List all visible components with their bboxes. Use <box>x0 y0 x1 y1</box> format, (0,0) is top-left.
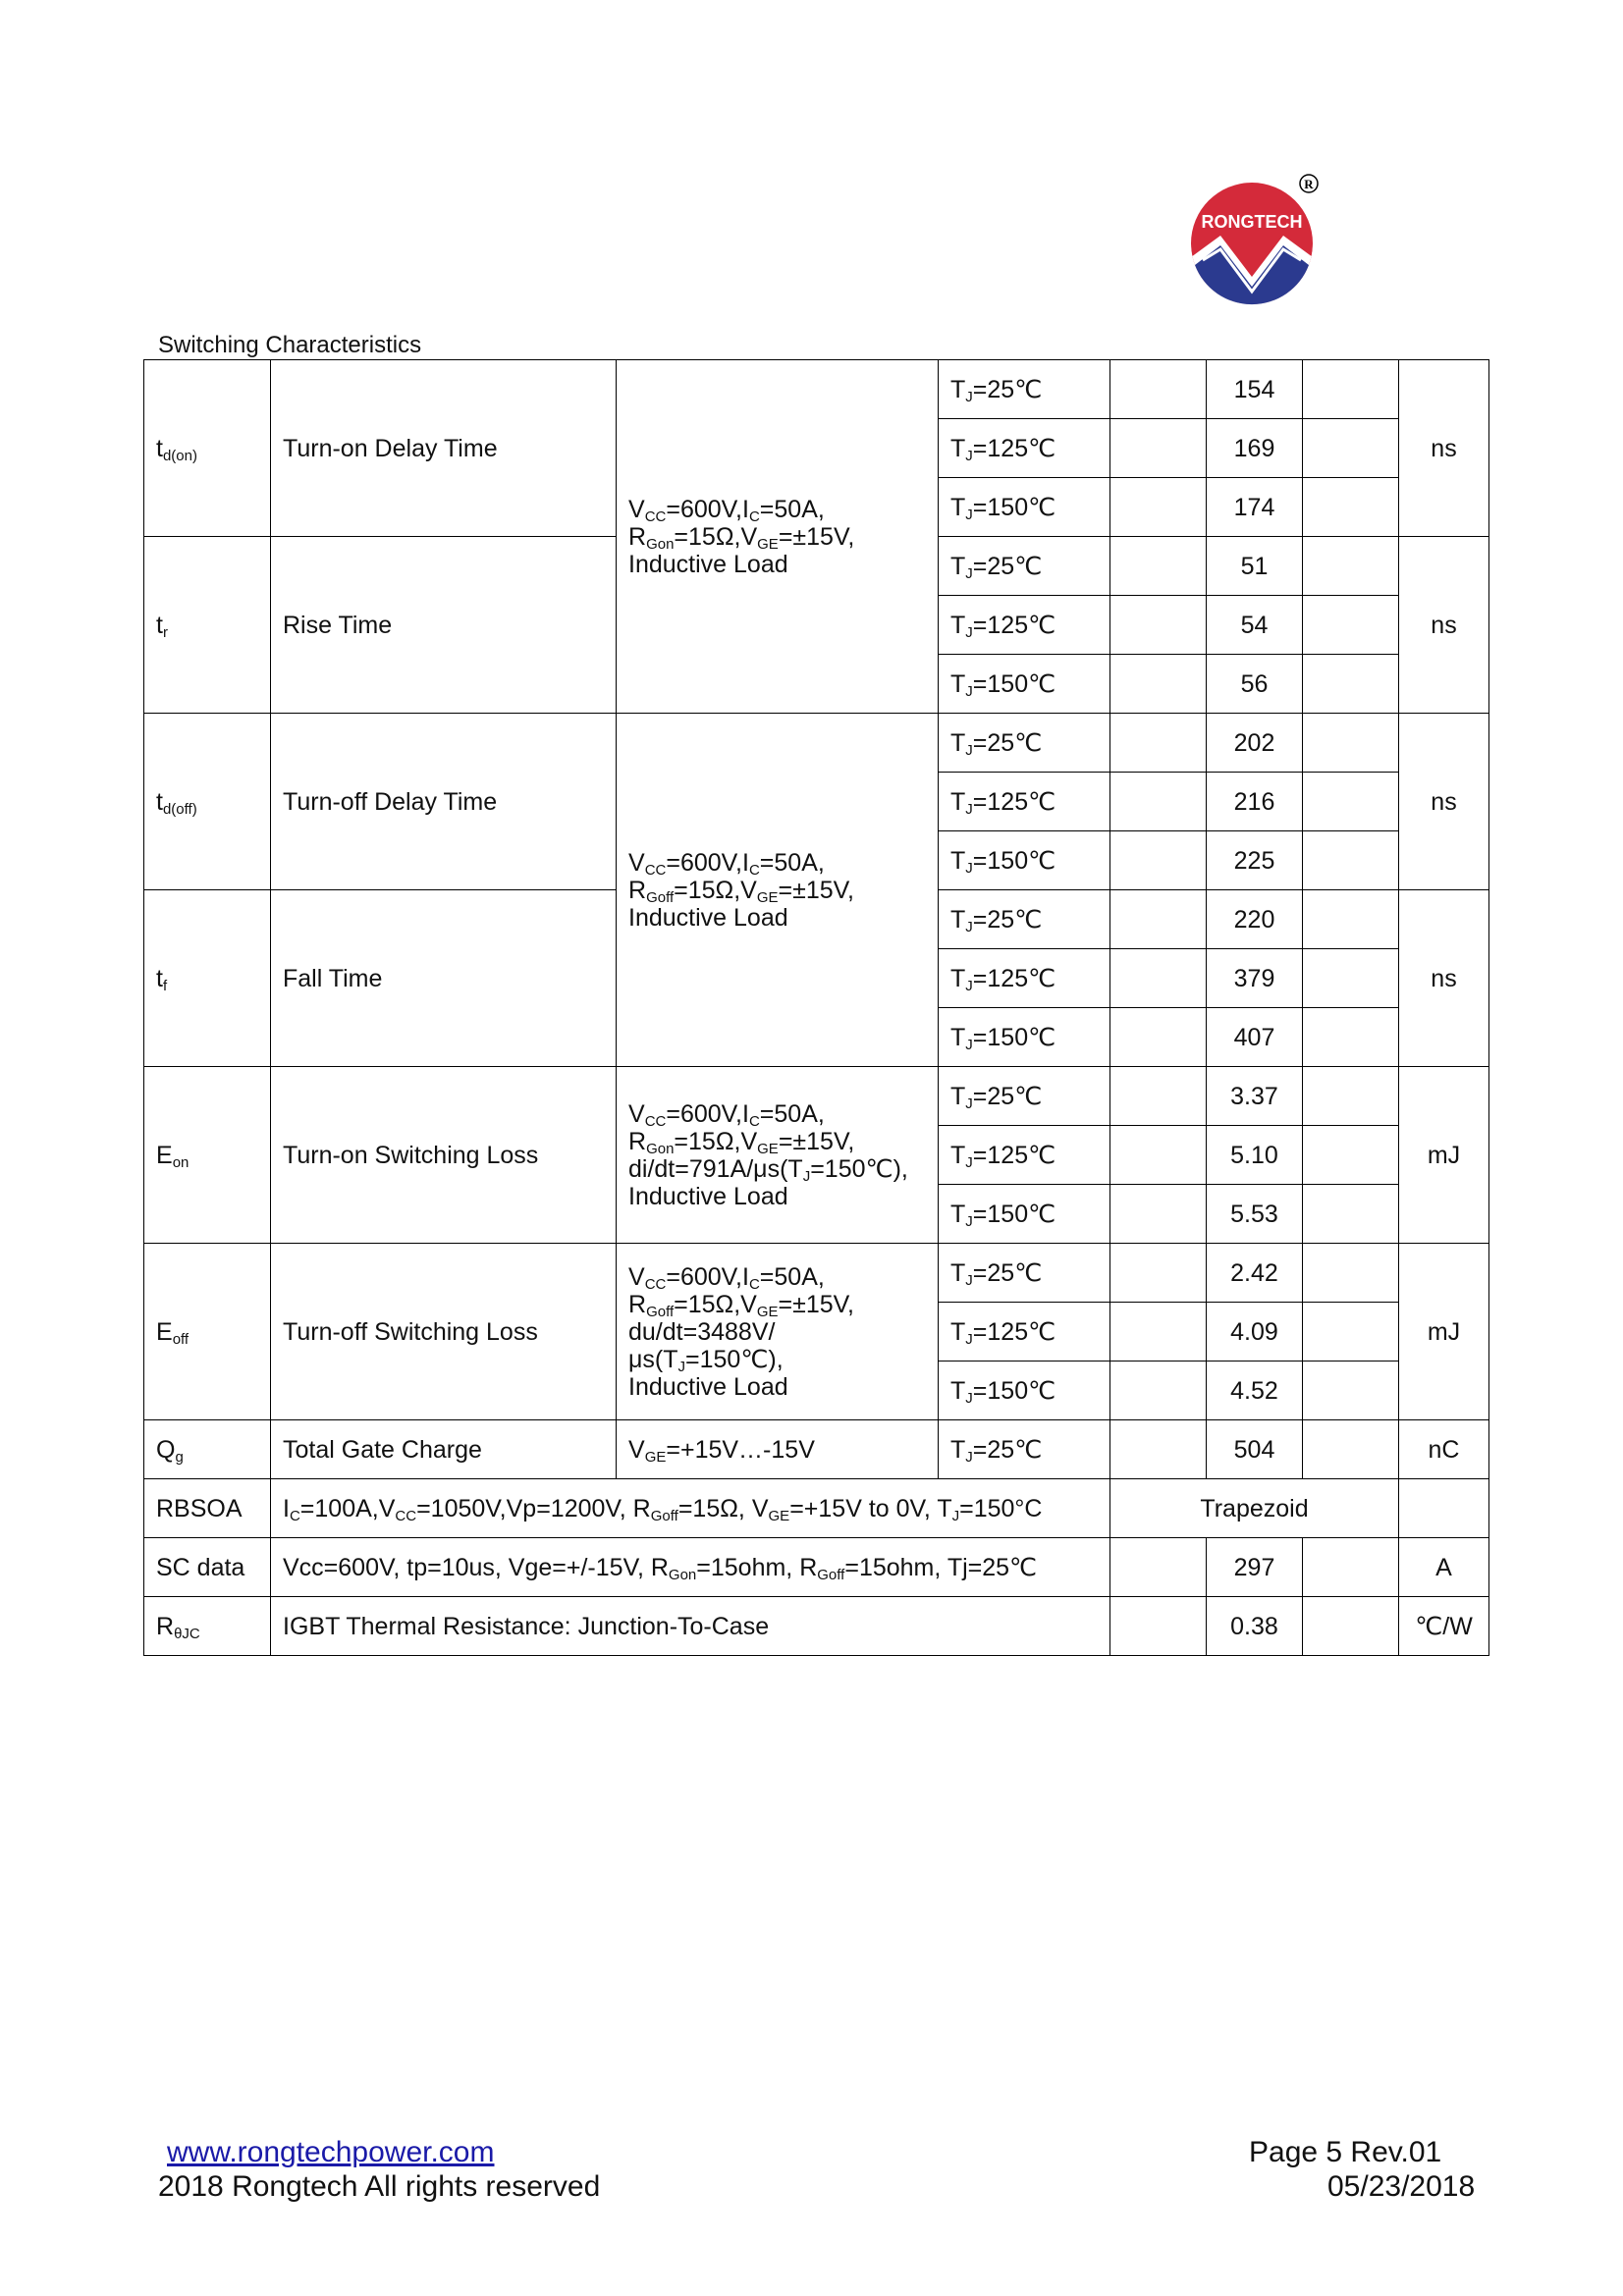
empty-cell <box>1303 1303 1399 1362</box>
rongtech-logo <box>1183 167 1330 309</box>
table-cell: $T_J=25℃$ <box>939 1067 1110 1126</box>
symbol-cell: $E_{off}$ <box>144 1244 271 1420</box>
table-cell: 169 <box>1207 419 1303 478</box>
empty-cell <box>1303 419 1399 478</box>
table-cell: 297 <box>1207 1538 1303 1597</box>
page-number: Page 5 Rev.01 <box>1249 2136 1442 2168</box>
unit-cell: mJ <box>1399 1244 1489 1420</box>
condition-cell: $I_C=100A,V_{CC}=1050V,Vp=1200V$, $R_{Goff}=15\Omega$, $V_{GE}=+15V$ to 0V, $T_J=150^\circ C$ <box>271 1479 1110 1538</box>
empty-cell <box>1110 1420 1207 1479</box>
empty-cell <box>1110 890 1207 949</box>
empty-cell <box>1110 1303 1207 1362</box>
copyright: 2018 Rongtech All rights reserved <box>158 2170 601 2203</box>
logo-wordmark: RONGTECH <box>1201 212 1303 232</box>
empty-cell <box>1303 360 1399 419</box>
table-row <box>144 360 1489 419</box>
section-title: Switching Characteristics <box>158 332 422 358</box>
table-cell: 174 <box>1207 478 1303 537</box>
empty-cell <box>1110 1244 1207 1303</box>
value-cell: Trapezoid <box>1110 1479 1399 1538</box>
table-cell: 56 <box>1207 655 1303 714</box>
table-cell: $T_J=125℃$ <box>939 949 1110 1008</box>
table-cell: $T_J=125℃$ <box>939 773 1110 831</box>
symbol-cell: $t_r$ <box>144 537 271 714</box>
empty-cell <box>1110 1067 1207 1126</box>
table-cell: $T_J=125℃$ <box>939 419 1110 478</box>
unit-cell: ℃/W <box>1399 1597 1489 1656</box>
table-row <box>144 714 1489 773</box>
parameter-cell: Turn-on Switching Loss <box>271 1067 617 1244</box>
table-cell: 216 <box>1207 773 1303 831</box>
table-row <box>144 1538 1489 1597</box>
empty-cell <box>1303 596 1399 655</box>
unit-cell: mJ <box>1399 1067 1489 1244</box>
symbol-cell: SC data <box>144 1538 271 1597</box>
empty-cell <box>1399 1479 1489 1538</box>
condition-cell: $V_{CC}=600V,I_C=50A$, $R_{Gon}=15\Omega,V_{GE}=\pm 15V$, $di/dt=791A/\mu s(T_J=150℃)$, Inductive Load <box>617 1067 939 1244</box>
table-cell: $T_J=125℃$ <box>939 596 1110 655</box>
table-cell: $T_J=25℃$ <box>939 1420 1110 1479</box>
empty-cell <box>1303 773 1399 831</box>
condition-cell: $V_{GE}=+15V\dots-15V$ <box>617 1420 939 1479</box>
table-row <box>144 1067 1489 1126</box>
empty-cell <box>1303 1597 1399 1656</box>
table-cell: $T_J=150℃$ <box>939 1185 1110 1244</box>
table-cell: 379 <box>1207 949 1303 1008</box>
table-row <box>144 1244 1489 1303</box>
empty-cell <box>1303 655 1399 714</box>
symbol-cell: $R_{\theta JC}$ <box>144 1597 271 1656</box>
table-cell: $T_J=25℃$ <box>939 537 1110 596</box>
table-cell: $T_J=150℃$ <box>939 1362 1110 1420</box>
empty-cell <box>1303 1420 1399 1479</box>
table-cell: $T_J=25℃$ <box>939 890 1110 949</box>
table-row <box>144 1597 1489 1656</box>
table-cell: 202 <box>1207 714 1303 773</box>
table-row <box>144 1420 1489 1479</box>
empty-cell <box>1303 478 1399 537</box>
empty-cell <box>1110 360 1207 419</box>
symbol-cell: $t_{d(on)}$ <box>144 360 271 537</box>
empty-cell <box>1110 831 1207 890</box>
condition-cell: Vcc=600V, tp=10us, Vge=+/-15V, $R_{Gon}=15ohm$, $R_{Goff}=15ohm$, Tj=25℃ <box>271 1538 1110 1597</box>
condition-cell: $V_{CC}=600V,I_C=50A$, $R_{Goff}=15\Omega,V_{GE}=\pm 15V$, Inductive Load <box>617 714 939 1067</box>
parameter-cell: Total Gate Charge <box>271 1420 617 1479</box>
parameter-cell: Rise Time <box>271 537 617 714</box>
table-cell: 407 <box>1207 1008 1303 1067</box>
empty-cell <box>1110 773 1207 831</box>
condition-cell: $V_{CC}=600V,I_C=50A$, $R_{Gon}=15\Omega,V_{GE}=\pm 15V$, Inductive Load <box>617 360 939 714</box>
table-cell: $T_J=150℃$ <box>939 1008 1110 1067</box>
unit-cell: A <box>1399 1538 1489 1597</box>
empty-cell <box>1303 1008 1399 1067</box>
empty-cell <box>1110 1008 1207 1067</box>
unit-cell: nC <box>1399 1420 1489 1479</box>
empty-cell <box>1303 949 1399 1008</box>
empty-cell <box>1303 1126 1399 1185</box>
empty-cell <box>1303 1538 1399 1597</box>
empty-cell <box>1110 714 1207 773</box>
table-cell: 220 <box>1207 890 1303 949</box>
table-cell: 2.42 <box>1207 1244 1303 1303</box>
empty-cell <box>1303 1244 1399 1303</box>
table-cell: $T_J=150℃$ <box>939 831 1110 890</box>
empty-cell <box>1303 537 1399 596</box>
unit-cell: ns <box>1399 890 1489 1067</box>
symbol-cell: $Q_g$ <box>144 1420 271 1479</box>
empty-cell <box>1303 890 1399 949</box>
table-cell: 4.09 <box>1207 1303 1303 1362</box>
unit-cell: ns <box>1399 714 1489 890</box>
unit-cell: ns <box>1399 360 1489 537</box>
table-cell: $T_J=125℃$ <box>939 1303 1110 1362</box>
table-cell: $T_J=150℃$ <box>939 478 1110 537</box>
symbol-cell: $E_{on}$ <box>144 1067 271 1244</box>
table-cell: $T_J=125℃$ <box>939 1126 1110 1185</box>
empty-cell <box>1110 1362 1207 1420</box>
parameter-cell: Turn-on Delay Time <box>271 360 617 537</box>
empty-cell <box>1110 537 1207 596</box>
parameter-cell: Turn-off Delay Time <box>271 714 617 890</box>
table-cell: $T_J=25℃$ <box>939 1244 1110 1303</box>
table-cell: 5.10 <box>1207 1126 1303 1185</box>
empty-cell <box>1110 655 1207 714</box>
svg-text:R: R <box>1304 177 1314 191</box>
empty-cell <box>1110 596 1207 655</box>
table-cell: 54 <box>1207 596 1303 655</box>
symbol-cell: $t_{d(off)}$ <box>144 714 271 890</box>
temp-cell: $T_J=25℃$ <box>939 360 1110 419</box>
symbol-cell: $t_f$ <box>144 890 271 1067</box>
date: 05/23/2018 <box>1327 2170 1476 2203</box>
parameter-cell: Fall Time <box>271 890 617 1067</box>
table-cell: 4.52 <box>1207 1362 1303 1420</box>
empty-cell <box>1303 1362 1399 1420</box>
parameter-cell: Turn-off Switching Loss <box>271 1244 617 1420</box>
website-link[interactable]: www.rongtechpower.com <box>167 2136 495 2168</box>
empty-cell <box>1303 1067 1399 1126</box>
table-cell: $T_J=150℃$ <box>939 655 1110 714</box>
empty-cell <box>1303 831 1399 890</box>
symbol-cell: RBSOA <box>144 1479 271 1538</box>
table-cell: 5.53 <box>1207 1185 1303 1244</box>
table-cell: $T_J=25℃$ <box>939 714 1110 773</box>
empty-cell <box>1110 1538 1207 1597</box>
table-cell: 51 <box>1207 537 1303 596</box>
empty-cell <box>1110 1597 1207 1656</box>
empty-cell <box>1110 419 1207 478</box>
empty-cell <box>1303 714 1399 773</box>
unit-cell: ns <box>1399 537 1489 714</box>
condition-cell: $V_{CC}=600V,I_C=50A$, $R_{Goff}=15\Omega,V_{GE}=\pm 15V$, $du/dt=3488V/\mu s(T_J=150℃)$, Inductive Load <box>617 1244 939 1420</box>
table-cell: 504 <box>1207 1420 1303 1479</box>
parameter-cell: IGBT Thermal Resistance: Junction-To-Case <box>271 1597 1110 1656</box>
table-cell: 0.38 <box>1207 1597 1303 1656</box>
empty-cell <box>1110 1185 1207 1244</box>
value-cell: 154 <box>1207 360 1303 419</box>
empty-cell <box>1110 478 1207 537</box>
switching-characteristics-table <box>143 359 1489 1656</box>
empty-cell <box>1303 1185 1399 1244</box>
empty-cell <box>1110 1126 1207 1185</box>
table-row <box>144 1479 1489 1538</box>
table-cell: 3.37 <box>1207 1067 1303 1126</box>
table-cell: 225 <box>1207 831 1303 890</box>
empty-cell <box>1110 949 1207 1008</box>
